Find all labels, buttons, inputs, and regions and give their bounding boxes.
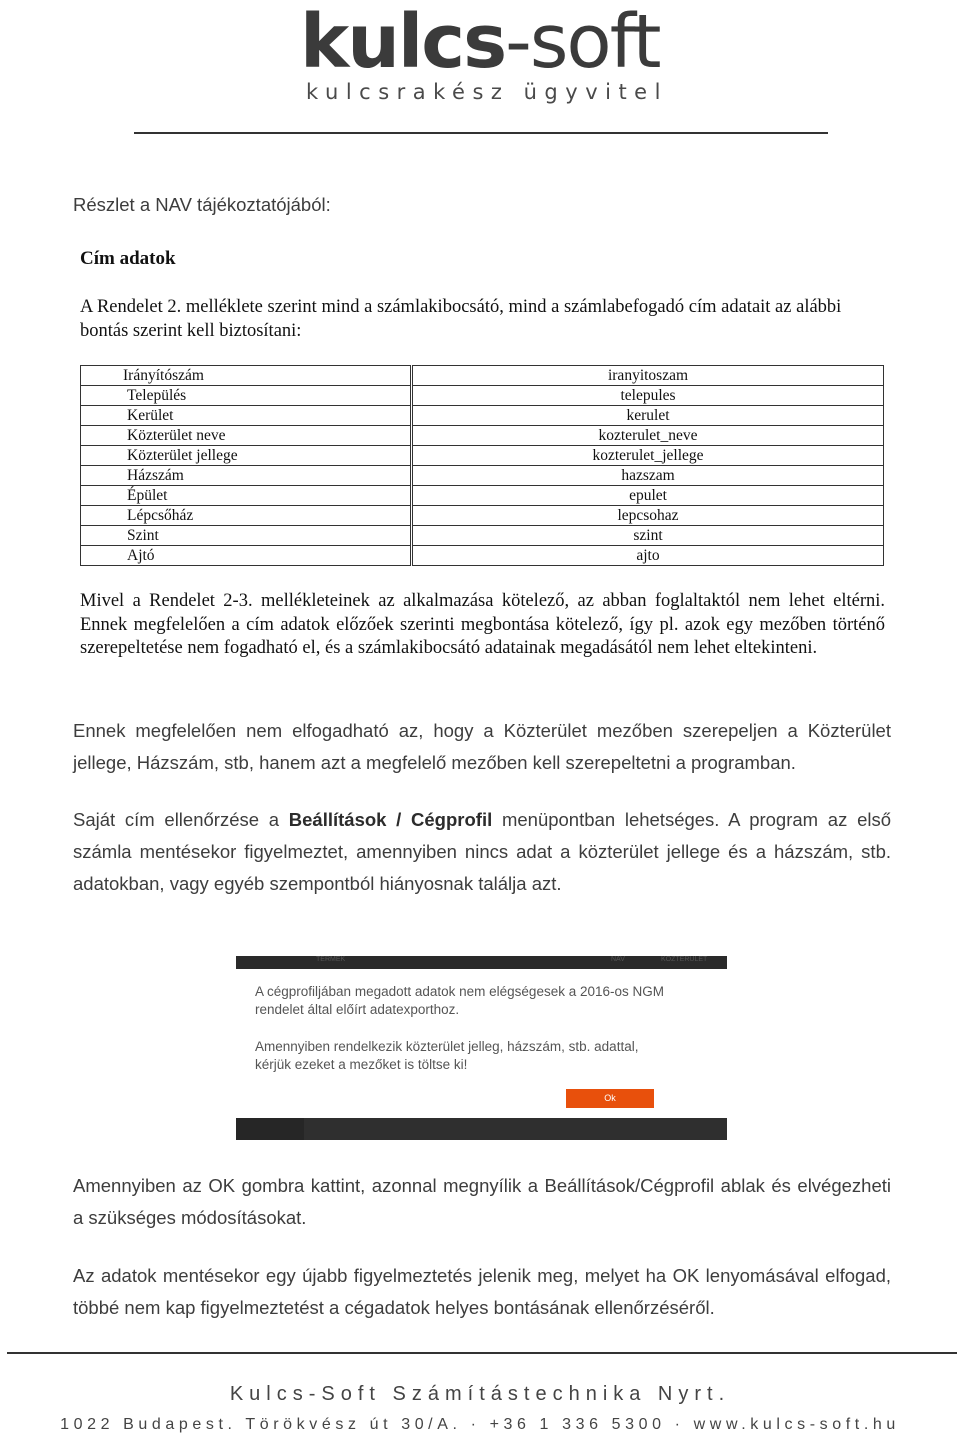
ok-button[interactable]: Ok bbox=[566, 1089, 654, 1108]
field-label-hu: Irányítószám bbox=[81, 366, 412, 386]
field-key: szint bbox=[412, 526, 884, 546]
address-field-row bbox=[81, 486, 884, 506]
address-field-row bbox=[81, 526, 884, 546]
logo-light-part: -soft bbox=[505, 0, 660, 85]
field-key: lepcsohaz bbox=[412, 506, 884, 526]
footer-company: Kulcs-Soft Számítástechnika Nyrt. bbox=[229, 1383, 731, 1405]
field-label-hu: Ajtó bbox=[81, 546, 412, 566]
nav-lead: A Rendelet 2. melléklete szerint mind a számlakibocsátó, mind a számlabefogadó cím adatait az alábbi bontás szerint kell biztosítani: bbox=[80, 297, 842, 341]
field-label-hu: Közterület jellege bbox=[81, 446, 412, 466]
warning-dialog-screenshot bbox=[236, 956, 727, 1140]
field-label-hu: Házszám bbox=[81, 466, 412, 486]
field-key: kozterulet_jellege bbox=[412, 446, 884, 466]
field-key: hazszam bbox=[412, 466, 884, 486]
address-fields-table bbox=[80, 365, 884, 566]
logo-subtitle: kulcsrakész ügyvitel bbox=[306, 80, 668, 104]
address-field-row bbox=[81, 546, 884, 566]
header-divider bbox=[134, 132, 828, 134]
paragraph-field-rules: Ennek megfelelően nem elfogadható az, hogy a Közterület mezőben szerepeljen a Közterület jellege, Házszám, stb, hanem azt a megfelelő mezőben kell szerepeltetni a programban. bbox=[73, 720, 891, 773]
paragraph-ok-action: Amennyiben az OK gombra kattint, azonnal megnyílik a Beállítások/Cégprofil ablak és elvégezheti a szükséges módosításokat. bbox=[73, 1175, 891, 1228]
field-key: ajto bbox=[412, 546, 884, 566]
company-logo bbox=[300, 0, 668, 104]
address-field-row bbox=[81, 366, 884, 386]
menu-path: Beállítások / Cégprofil bbox=[288, 809, 493, 830]
field-label-hu: Szint bbox=[81, 526, 412, 546]
field-label-hu: Közterület neve bbox=[81, 426, 412, 446]
address-field-row bbox=[81, 466, 884, 486]
dialog-message-2: Amennyiben rendelkezik közterület jelleg, házszám, stb. adattal, kérjük ezeket a mezőket is töltse ki! bbox=[255, 1039, 639, 1072]
address-field-row bbox=[81, 406, 884, 426]
field-key: kozterulet_neve bbox=[412, 426, 884, 446]
address-field-row bbox=[81, 386, 884, 406]
dialog-top-bar: TERMEK NAV KOZTERULET bbox=[236, 956, 727, 969]
dialog-message-1: A cégprofiljában megadott adatok nem elégségesek a 2016-os NGM rendelet által előírt adatexporthoz. bbox=[255, 984, 665, 1017]
paragraph-save-warning: Az adatok mentésekor egy újabb figyelmeztetés jelenik meg, melyet ha OK lenyomásával elfogad, többé nem kap figyelmeztetést a cégadatok helyes bontásának ellenőrzéséről. bbox=[73, 1265, 891, 1318]
dialog-bottom-bar bbox=[236, 1118, 727, 1140]
field-label-hu: Település bbox=[81, 386, 412, 406]
field-label-hu: Épület bbox=[81, 486, 412, 506]
field-key: iranyitoszam bbox=[412, 366, 884, 386]
address-field-row bbox=[81, 506, 884, 526]
footer-contact: 1022 Budapest. Törökvész út 30/A. · +36 1 336 5300 · www.kulcs-soft.hu bbox=[60, 1416, 900, 1433]
footer-divider bbox=[7, 1352, 957, 1354]
field-key: telepules bbox=[412, 386, 884, 406]
field-key: kerulet bbox=[412, 406, 884, 426]
paragraph-own-address-check: Saját cím ellenőrzése a Beállítások / Cégprofil menüpontban lehetséges. A program az első számla mentésekor figyelmeztet, amennyiben nincs adat a közterület jellege és a házszám, stb. adatokban, vagy egyéb szempontból hiányosnak találja azt. bbox=[73, 809, 892, 894]
logo-wordmark bbox=[300, 0, 660, 85]
field-label-hu: Kerület bbox=[81, 406, 412, 426]
address-field-row bbox=[81, 426, 884, 446]
nav-closing: Mivel a Rendelet 2-3. mellékleteinek az alkalmazása kötelező, az abban foglaltaktól nem lehet eltérni. Ennek megfelelően a cím adatok előzőek szerinti megbontása kötelező, így pl. azok egy mezőben történő szerepeltetése nem fogadható el, és a számlakibocsátó adatainak megadásától nem lehet eltekinteni. bbox=[80, 591, 885, 658]
field-label-hu: Lépcsőház bbox=[81, 506, 412, 526]
logo-bold-part: kulcs bbox=[300, 0, 506, 85]
intro-text: Részlet a NAV tájékoztatójából: bbox=[73, 194, 331, 215]
field-key: epulet bbox=[412, 486, 884, 506]
nav-heading: Cím adatok bbox=[80, 248, 176, 269]
address-field-row bbox=[81, 446, 884, 466]
